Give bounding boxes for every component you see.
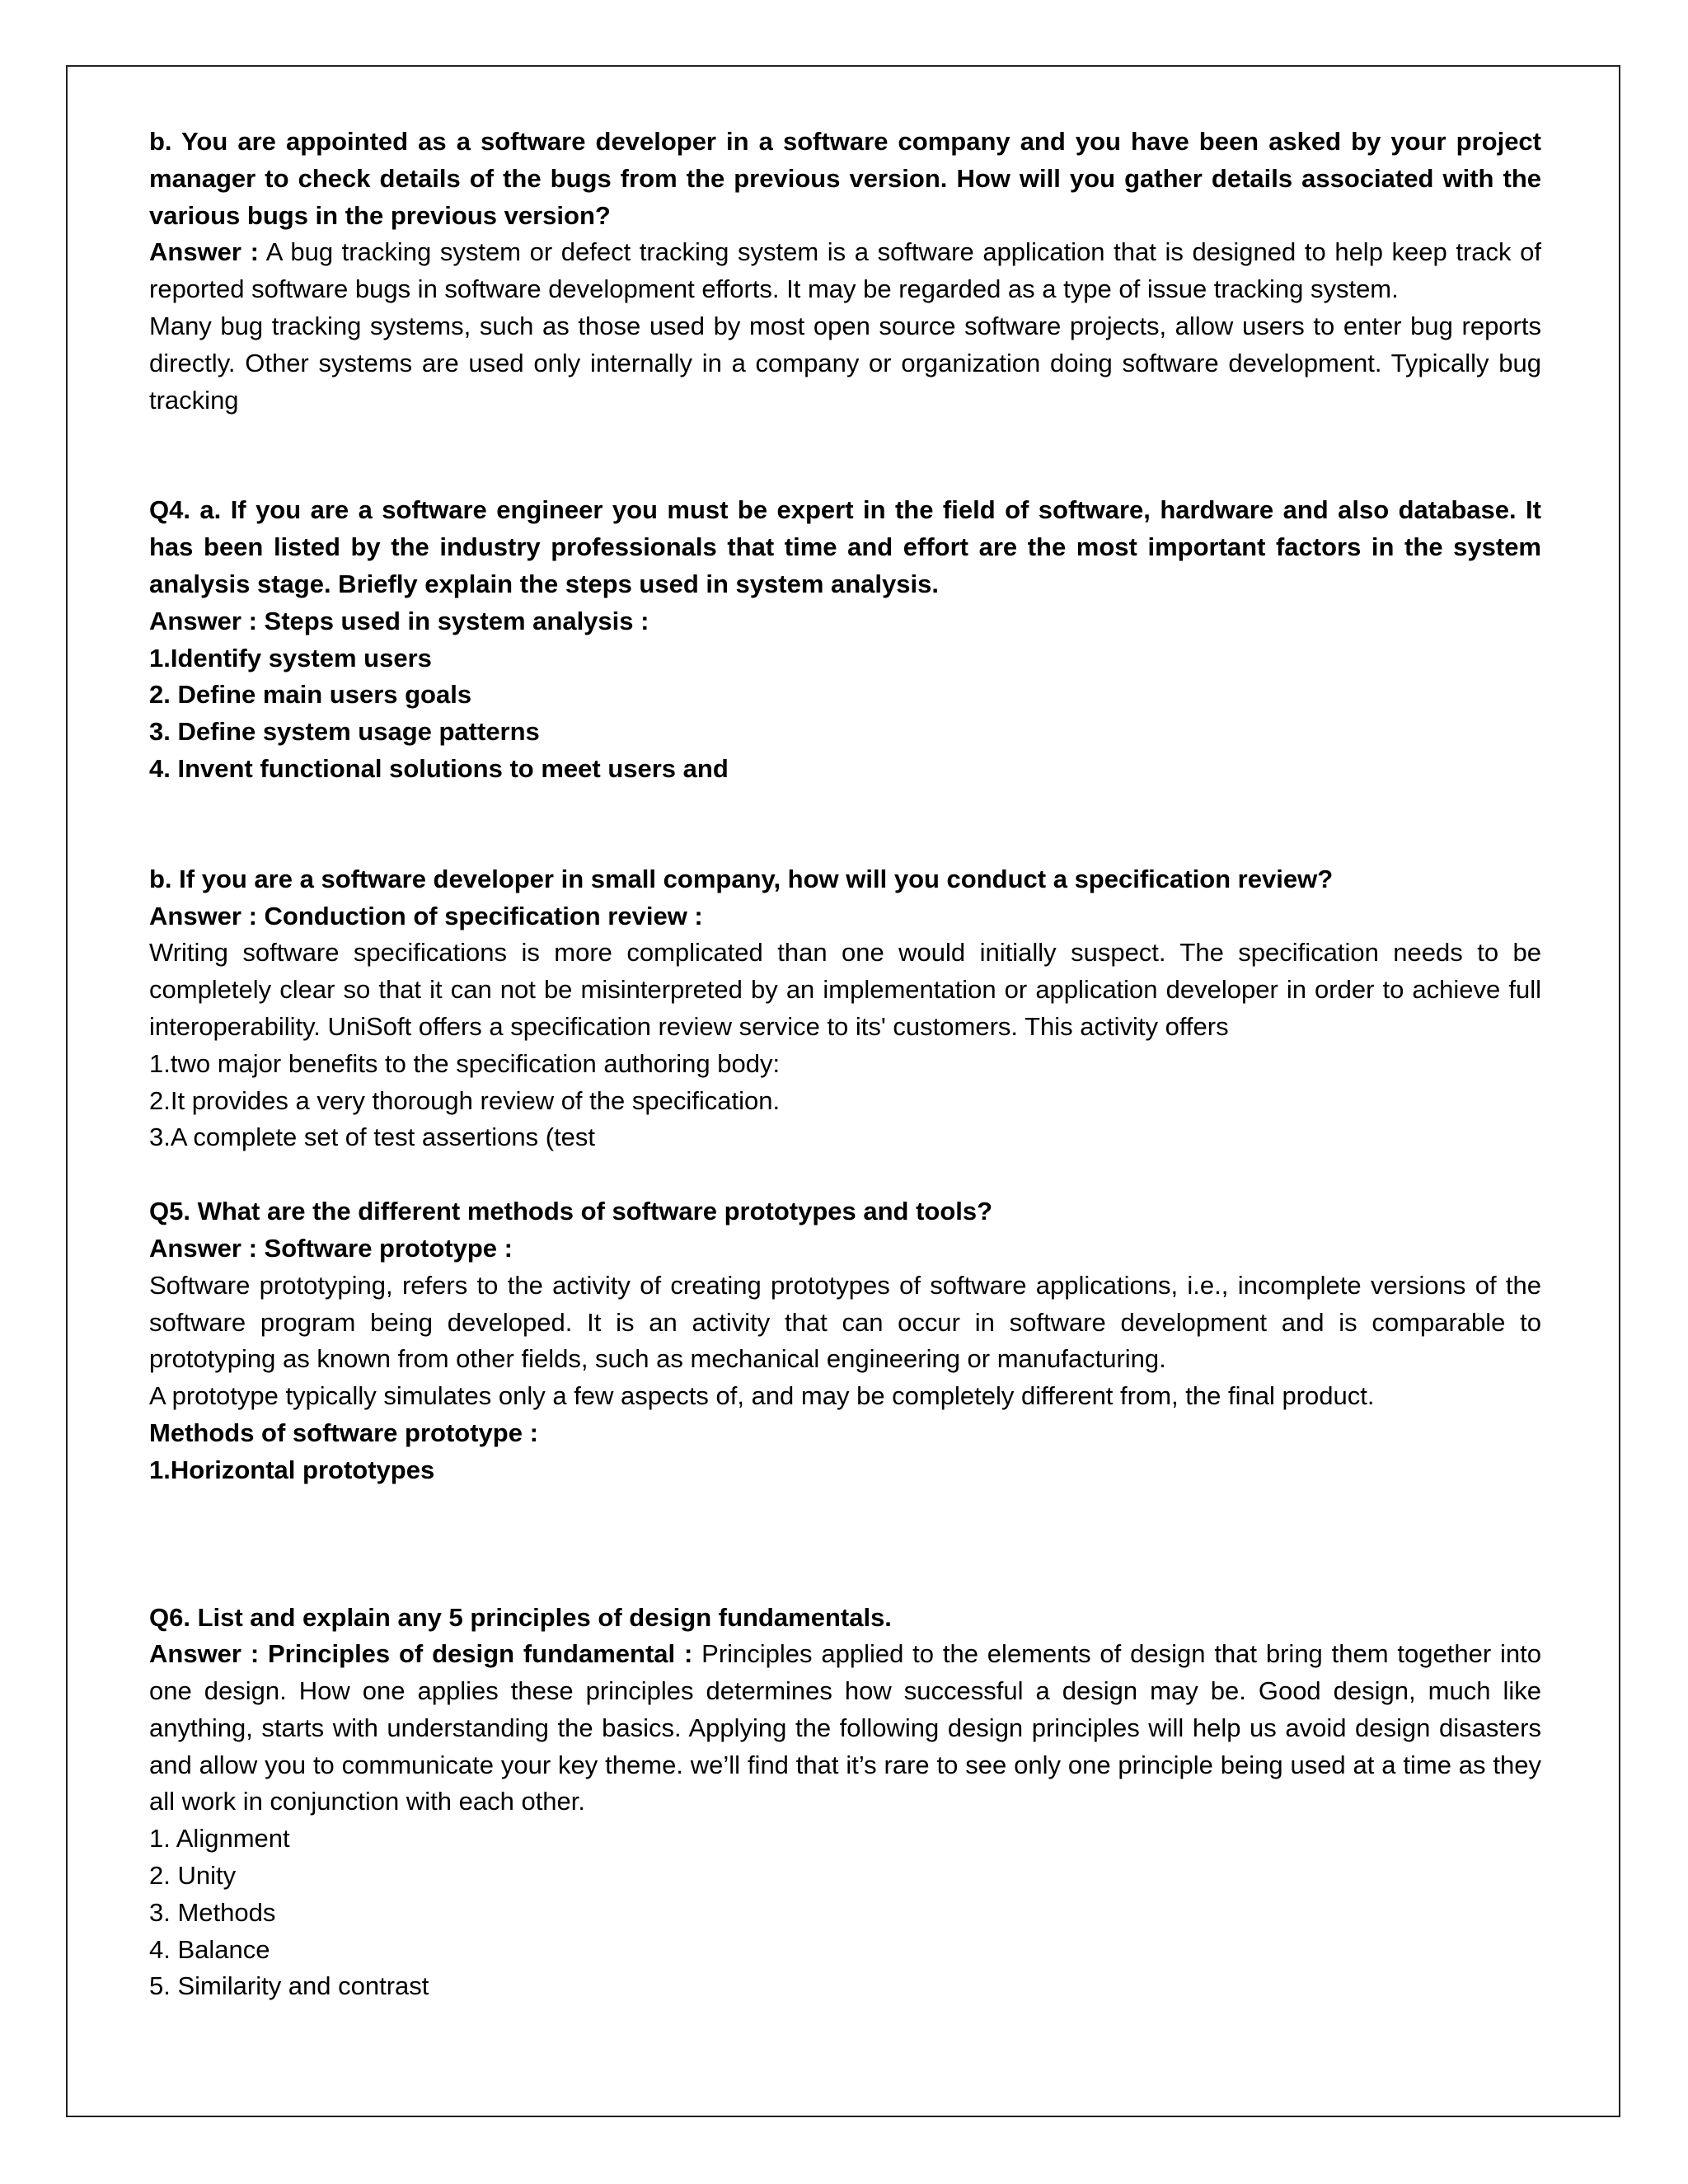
answer-heading-q5: Answer : Software prototype : [149, 1233, 513, 1263]
list-item: 2. Define main users goals [149, 680, 472, 710]
methods-heading: Methods of software prototype : [149, 1418, 538, 1447]
paragraph-bug-tracking: Many bug tracking systems, such as those used by most open source software projects, allow users to enter bug reports directly. Other systems are used only internally in a company or organization doing software development. Typically bug tracking [149, 311, 1541, 415]
answer-label: Answer : Principles of design fundamental : [149, 1639, 693, 1669]
answer-heading-q4a: Answer : Steps used in system analysis : [149, 606, 649, 635]
question-q5: Q5. What are the different methods of software prototypes and tools? [149, 1197, 993, 1226]
list-item: 3. Methods [149, 1897, 276, 1927]
list-item: 2. Unity [149, 1861, 237, 1891]
answer-q3b [149, 234, 1541, 308]
document-content [149, 124, 1541, 2005]
answer-heading-q4b: Answer : Conduction of specification review : [149, 901, 703, 930]
list-item: 1.Horizontal prototypes [149, 1455, 435, 1484]
paragraph-software-prototyping: Software prototyping, refers to the activity of creating prototypes of software applications, i.e., incomplete versions of the software program being developed. It is an activity that can occur in software development and is comparable to prototyping as known from other fields, such as mechanical engineering or manufacturing. [149, 1270, 1541, 1374]
answer-text: A bug tracking system or defect tracking system is a software application that is designed to help keep track of reported software bugs in software development efforts. It may be regarded as a type of issue tracking system. [149, 237, 1541, 304]
question-q3b: b. You are appointed as a software developer in a software company and you have been asked by your project manager to check details of the bugs from the previous version. How will you gather details associated with the various bugs in the previous version? [149, 127, 1541, 230]
question-q4a: Q4. a. If you are a software engineer you must be expert in the field of software, hardware and also database. It has been listed by the industry professionals that time and effort are the most important factors in the system analysis stage. Briefly explain the steps used in system analysis. [149, 495, 1541, 598]
list-item: 1.Identify system users [149, 643, 432, 673]
answer-text: Principles applied to the elements of design that bring them together into one design. How one applies these principles determines how successful a design may be. Good design, much like anything, starts with understanding the basics. Applying the following design principles will help us avoid design disasters and allow you to communicate your key theme. we’ll find that it’s rare to see only one principle being used at a time as they all work in conjunction with each other. [149, 1639, 1541, 1816]
list-item: 1. Alignment [149, 1824, 290, 1854]
answer-label: Answer : [149, 237, 259, 267]
list-item: 2.It provides a very thorough review of the specification. [149, 1085, 781, 1115]
list-item: 4. Invent functional solutions to meet users and [149, 753, 729, 783]
paragraph-specification-review: Writing software specifications is more complicated than one would initially suspect. The specification needs to be completely clear so that it can not be misinterpreted by an implementation or application developer in order to achieve full interoperability. UniSoft offers a specification review service to its' customers. This activity offers [149, 938, 1541, 1041]
list-item: 4. Balance [149, 1934, 270, 1964]
paragraph-prototype-simulates: A prototype typically simulates only a few aspects of, and may be completely different from, the final product. [149, 1381, 1375, 1411]
list-item: 5. Similarity and contrast [149, 1971, 429, 2001]
list-item: 3. Define system usage patterns [149, 717, 540, 747]
list-item: 1.two major benefits to the specification authoring body: [149, 1048, 781, 1078]
answer-q6 [149, 1636, 1541, 1821]
question-q6: Q6. List and explain any 5 principles of design fundamentals. [149, 1602, 892, 1632]
list-item: 3.A complete set of test assertions (test [149, 1122, 596, 1152]
question-q4b: b. If you are a software developer in small company, how will you conduct a specification review? [149, 864, 1334, 893]
